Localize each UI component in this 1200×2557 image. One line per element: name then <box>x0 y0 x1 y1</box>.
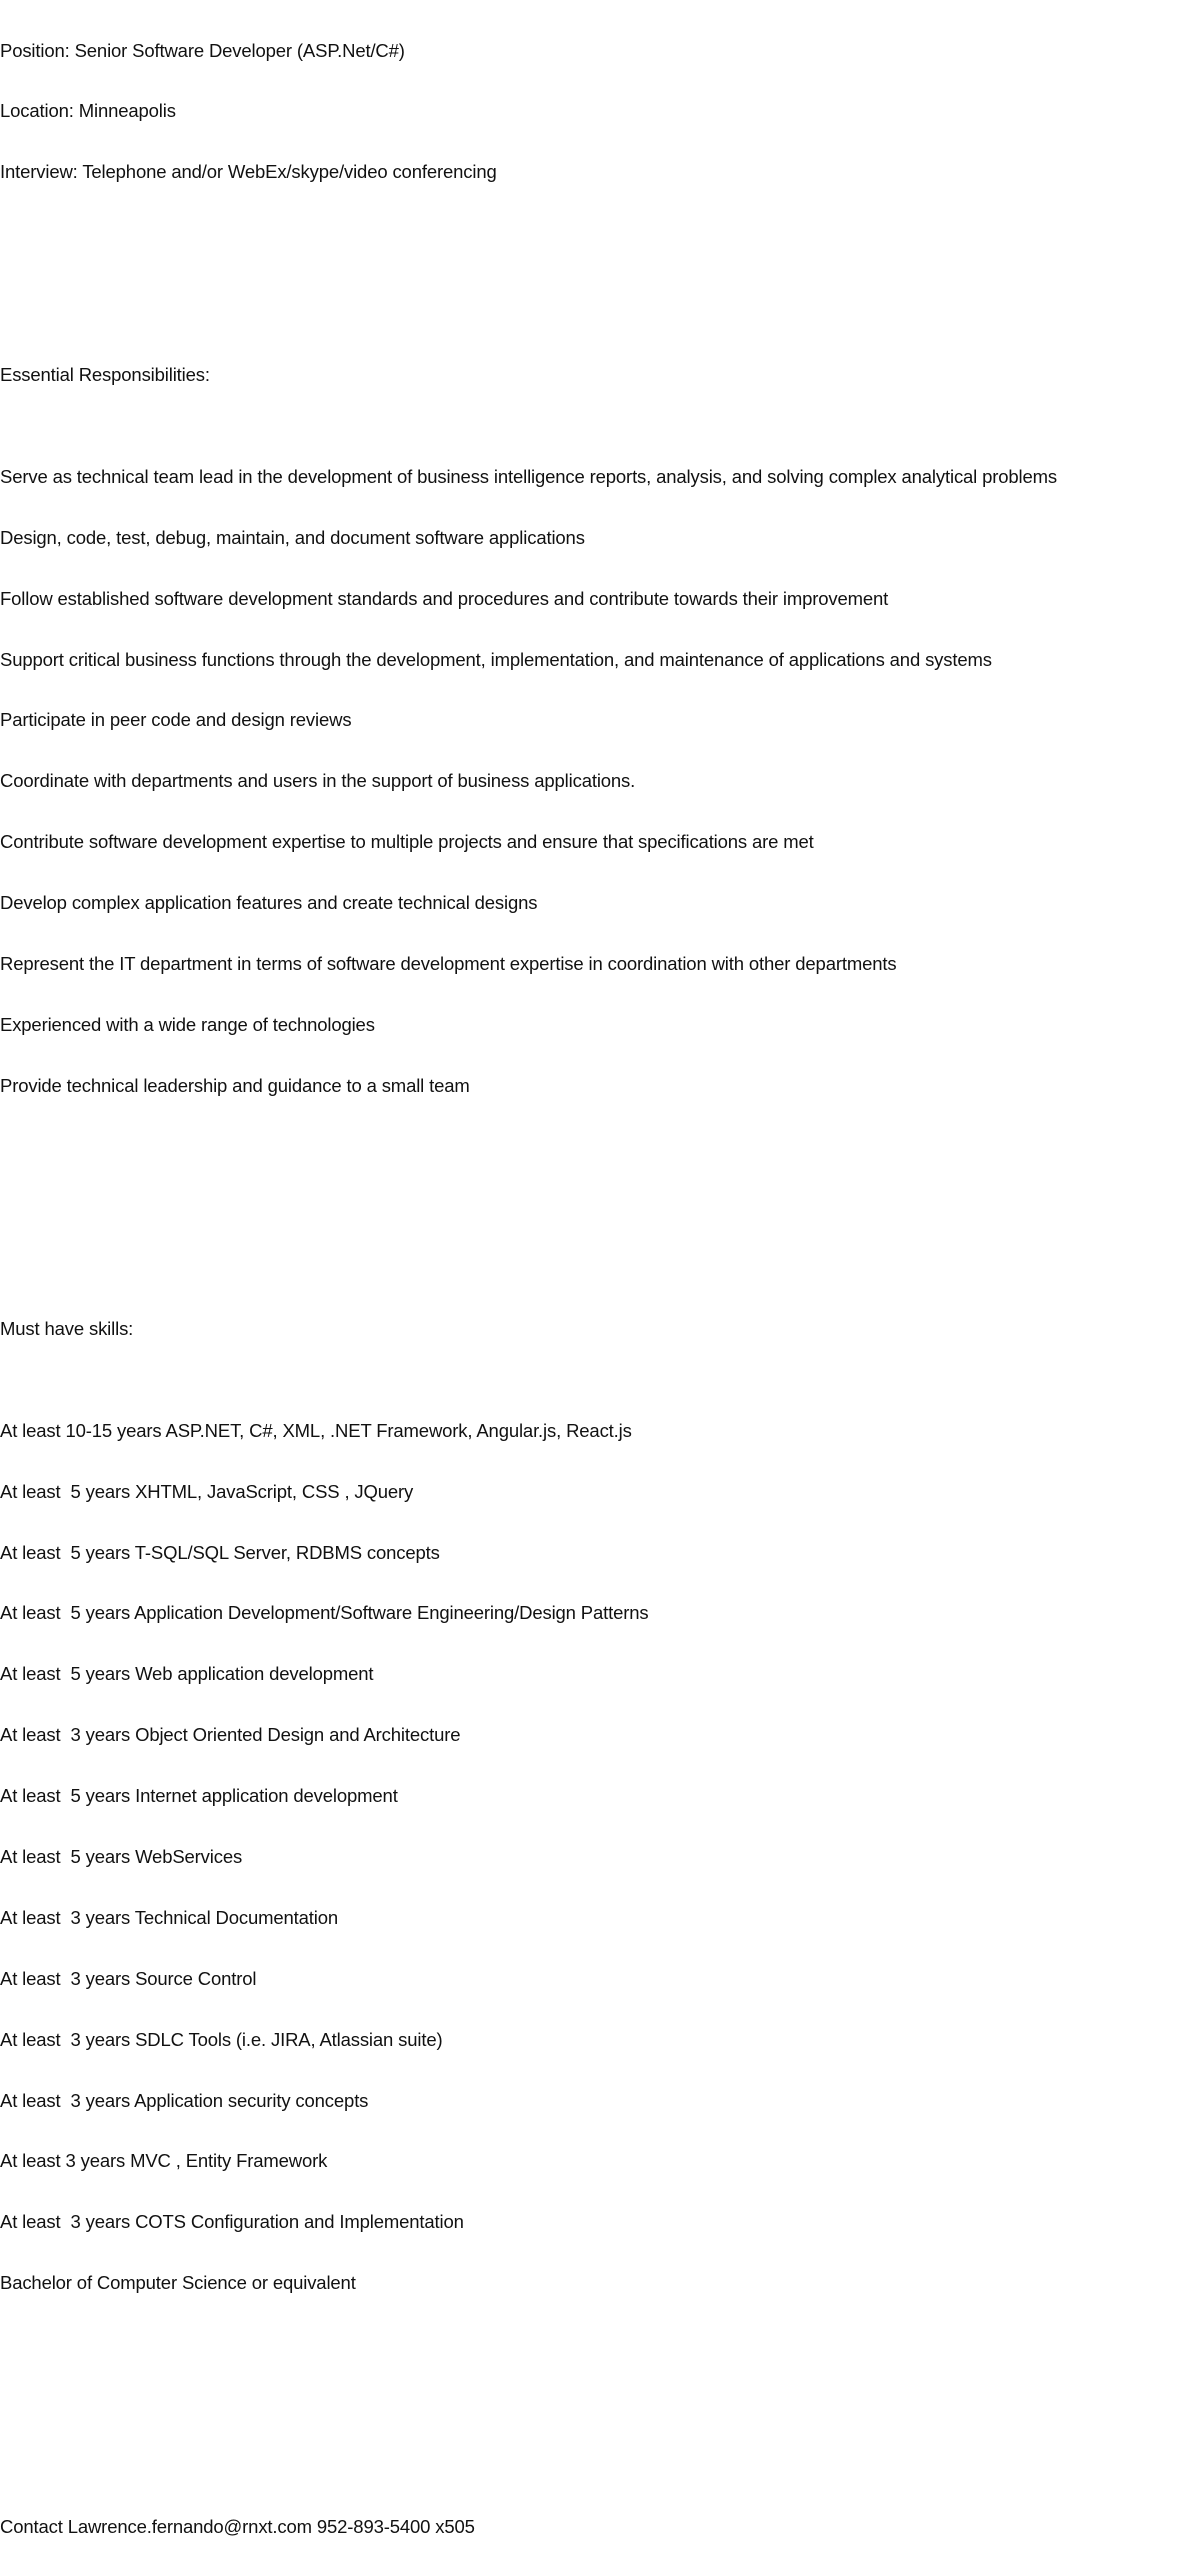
responsibility-item: Develop complex application features and create technical designs <box>0 892 538 914</box>
responsibility-item: Experienced with a wide range of technologies <box>0 1013 375 1035</box>
contact-line: Contact Lawrence.fernando@rnxt.com 952-893-5400 x505 <box>0 2515 475 2537</box>
spacer <box>0 1177 1200 1197</box>
skill-item: At least 5 years Application Development/Software Engineering/Design Patterns <box>0 1602 649 1624</box>
spacer <box>0 2436 1200 2456</box>
spacer <box>0 284 1200 304</box>
responsibility-item: Follow established software development standards and procedures and contribute towards their improvement <box>0 587 889 609</box>
responsibility-item: Contribute software development expertise to multiple projects and ensure that specifications are met <box>0 831 814 853</box>
position-line: Position: Senior Software Developer (ASP.Net/C#) <box>0 39 405 61</box>
responsibilities-list <box>0 426 1200 1136</box>
responsibility-item: Provide technical leadership and guidance to a small team <box>0 1074 470 1096</box>
skills-list <box>0 1380 1200 2334</box>
responsibility-item: Represent the IT department in terms of software development expertise in coordination with other departments <box>0 952 897 974</box>
skill-item: At least 5 years Internet application development <box>0 1785 398 1807</box>
location-line: Location: Minneapolis <box>0 100 176 122</box>
skill-item: At least 3 years Source Control <box>0 1967 257 1989</box>
spacer <box>0 1238 1200 1258</box>
skill-item: At least 5 years Web application development <box>0 1663 374 1685</box>
skill-item: At least 3 years MVC , Entity Framework <box>0 2150 328 2172</box>
skill-item: At least 5 years T-SQL/SQL Server, RDBMS concepts <box>0 1541 440 1563</box>
responsibility-item: Coordinate with departments and users in the support of business applications. <box>0 770 636 792</box>
skill-item: At least 5 years XHTML, JavaScript, CSS , JQuery <box>0 1480 414 1502</box>
skill-item: At least 3 years SDLC Tools (i.e. JIRA, Atlassian suite) <box>0 2028 443 2050</box>
skill-item: At least 3 years COTS Configuration and Implementation <box>0 2211 464 2233</box>
skill-item: At least 5 years WebServices <box>0 1846 243 1868</box>
responsibilities-heading: Essential Responsibilities: <box>0 364 210 386</box>
skill-item: Bachelor of Computer Science or equivalent <box>0 2272 356 2294</box>
spacer <box>0 223 1200 243</box>
skill-item: At least 3 years Technical Documentation <box>0 1906 338 1928</box>
responsibility-item: Serve as technical team lead in the development of business intelligence reports, analysis, and solving complex analytical problems <box>0 465 1058 487</box>
skills-heading: Must have skills: <box>0 1318 134 1340</box>
skill-item: At least 3 years Application security concepts <box>0 2089 369 2111</box>
interview-line: Interview: Telephone and/or WebEx/skype/video conferencing <box>0 161 497 183</box>
responsibility-item: Participate in peer code and design reviews <box>0 709 352 731</box>
responsibility-item: Support critical business functions through the development, implementation, and maintenance of applications and systems <box>0 648 992 670</box>
spacer <box>0 2375 1200 2395</box>
responsibility-item: Design, code, test, debug, maintain, and document software applications <box>0 526 585 548</box>
skill-item: At least 3 years Object Oriented Design and Architecture <box>0 1724 461 1746</box>
skill-item: At least 10-15 years ASP.NET, C#, XML, .NET Framework, Angular.js, React.js <box>0 1419 632 1441</box>
